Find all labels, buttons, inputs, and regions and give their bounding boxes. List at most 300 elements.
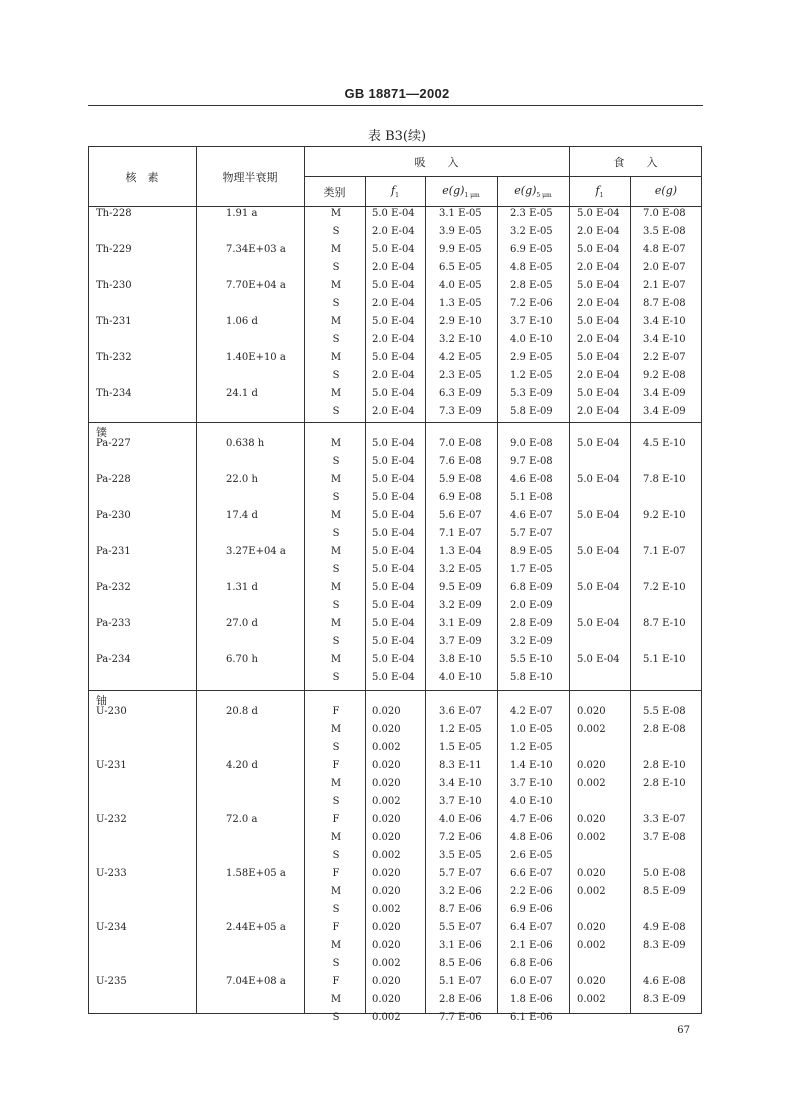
cell-inh-e-5um: 6.9 E-06	[510, 904, 553, 915]
cell-inh-f1: 5.0 E-04	[372, 672, 415, 683]
cell-inh-e-5um: 3.2 E-09	[510, 636, 553, 647]
cell-inh-e-5um: 2.0 E-09	[510, 600, 553, 611]
nuclide-name: Th-229	[96, 244, 132, 255]
cell-inh-e-1um: 5.5 E-07	[439, 922, 482, 933]
half-life: 72.0 a	[226, 814, 258, 825]
col-header-inhalation: 吸 入	[414, 156, 459, 169]
cell-ing-f1: 5.0 E-04	[577, 546, 620, 557]
cell-type: M	[330, 654, 342, 665]
cell-type: F	[332, 760, 340, 771]
cell-inh-f1: 0.002	[372, 742, 401, 753]
cell-ing-e: 2.2 E-07	[643, 352, 686, 363]
cell-ing-f1: 0.020	[577, 706, 606, 717]
cell-inh-e-1um: 1.3 E-05	[439, 298, 482, 309]
cell-inh-e-1um: 7.0 E-08	[439, 438, 482, 449]
cell-inh-f1: 2.0 E-04	[372, 334, 415, 345]
nuclide-name: U-234	[96, 922, 127, 933]
col-divider	[497, 176, 498, 1014]
nuclide-name: Pa-231	[96, 546, 131, 557]
cell-inh-f1: 0.020	[372, 868, 401, 879]
cell-inh-f1: 2.0 E-04	[372, 370, 415, 381]
cell-inh-e-5um: 2.3 E-05	[510, 208, 553, 219]
cell-inh-e-5um: 8.9 E-05	[510, 546, 553, 557]
cell-inh-f1: 0.002	[372, 850, 401, 861]
cell-inh-e-1um: 4.0 E-06	[439, 814, 482, 825]
cell-inh-e-1um: 2.9 E-10	[439, 316, 482, 327]
cell-inh-f1: 2.0 E-04	[372, 406, 415, 417]
col-header-type: 类别	[323, 186, 346, 199]
cell-ing-e: 7.0 E-08	[643, 208, 686, 219]
cell-type: S	[332, 456, 340, 467]
cell-type: M	[330, 994, 342, 1005]
cell-inh-e-5um: 9.0 E-08	[510, 438, 553, 449]
cell-ing-f1: 5.0 E-04	[577, 654, 620, 665]
cell-inh-e-5um: 4.6 E-07	[510, 510, 553, 521]
nuclide-name: U-232	[96, 814, 127, 825]
half-life: 22.0 h	[226, 474, 258, 485]
col-divider	[304, 146, 305, 1014]
cell-inh-e-5um: 4.8 E-06	[510, 832, 553, 843]
cell-inh-e-1um: 2.8 E-06	[439, 994, 482, 1005]
cell-type: F	[332, 976, 340, 987]
cell-inh-e-5um: 4.6 E-08	[510, 474, 553, 485]
cell-inh-e-5um: 6.4 E-07	[510, 922, 553, 933]
cell-inh-e-1um: 2.3 E-05	[439, 370, 482, 381]
cell-ing-e: 3.4 E-09	[643, 388, 686, 399]
cell-inh-e-1um: 5.1 E-07	[439, 976, 482, 987]
col-header-ingestion-e: e(g)	[654, 184, 678, 197]
cell-inh-f1: 5.0 E-04	[372, 280, 415, 291]
cell-type: M	[330, 778, 342, 789]
cell-inh-e-5um: 9.7 E-08	[510, 456, 553, 467]
cell-inh-e-1um: 1.5 E-05	[439, 742, 482, 753]
nuclide-name: Pa-233	[96, 618, 131, 629]
cell-inh-e-5um: 5.3 E-09	[510, 388, 553, 399]
half-life: 7.70E+04 a	[226, 280, 286, 291]
cell-inh-f1: 0.002	[372, 958, 401, 969]
cell-inh-e-1um: 6.3 E-09	[439, 388, 482, 399]
header-bottom-rule	[88, 206, 702, 207]
cell-inh-e-1um: 3.5 E-05	[439, 850, 482, 861]
cell-inh-e-1um: 9.5 E-09	[439, 582, 482, 593]
cell-inh-e-1um: 6.5 E-05	[439, 262, 482, 273]
cell-ing-f1: 5.0 E-04	[577, 510, 620, 521]
cell-ing-f1: 2.0 E-04	[577, 226, 620, 237]
cell-ing-f1: 2.0 E-04	[577, 334, 620, 345]
cell-inh-f1: 2.0 E-04	[372, 298, 415, 309]
nuclide-name: Pa-228	[96, 474, 131, 485]
col-header-e-5um: $e(g)_{5 \mu m}$	[514, 184, 552, 200]
cell-ing-e: 4.8 E-07	[643, 244, 686, 255]
cell-type: S	[332, 528, 340, 539]
cell-inh-f1: 0.020	[372, 724, 401, 735]
cell-ing-e: 8.3 E-09	[643, 940, 686, 951]
nuclide-name: Th-230	[96, 280, 132, 291]
cell-ing-f1: 0.020	[577, 760, 606, 771]
cell-inh-e-5um: 6.9 E-05	[510, 244, 553, 255]
cell-inh-e-1um: 3.8 E-10	[439, 654, 482, 665]
cell-inh-e-1um: 5.9 E-08	[439, 474, 482, 485]
cell-inh-e-5um: 2.2 E-06	[510, 886, 553, 897]
nuclide-name: U-231	[96, 760, 127, 771]
cell-type: S	[332, 226, 340, 237]
cell-type: S	[332, 672, 340, 683]
cell-inh-e-1um: 4.2 E-05	[439, 352, 482, 363]
cell-ing-e: 2.8 E-10	[643, 778, 686, 789]
cell-inh-e-5um: 5.1 E-08	[510, 492, 553, 503]
cell-inh-e-1um: 3.1 E-06	[439, 940, 482, 951]
cell-inh-f1: 0.002	[372, 796, 401, 807]
nuclide-name: Th-228	[96, 208, 132, 219]
half-life: 1.58E+05 a	[226, 868, 286, 879]
cell-inh-f1: 2.0 E-04	[372, 226, 415, 237]
cell-inh-f1: 0.020	[372, 832, 401, 843]
half-life: 7.04E+08 a	[226, 976, 286, 987]
half-life: 6.70 h	[226, 654, 258, 665]
cell-ing-f1: 5.0 E-04	[577, 438, 620, 449]
cell-type: M	[330, 438, 342, 449]
cell-ing-f1: 0.002	[577, 724, 606, 735]
cell-ing-f1: 2.0 E-04	[577, 262, 620, 273]
cell-inh-e-1um: 4.0 E-05	[439, 280, 482, 291]
cell-inh-e-5um: 6.6 E-07	[510, 868, 553, 879]
cell-type: M	[330, 618, 342, 629]
cell-ing-f1: 0.020	[577, 868, 606, 879]
cell-ing-f1: 5.0 E-04	[577, 352, 620, 363]
cell-inh-e-1um: 5.6 E-07	[439, 510, 482, 521]
cell-type: S	[332, 370, 340, 381]
cell-inh-e-5um: 6.1 E-06	[510, 1012, 553, 1023]
cell-inh-e-1um: 3.2 E-09	[439, 600, 482, 611]
cell-ing-f1: 0.002	[577, 994, 606, 1005]
col-header-nuclide: 核 素	[125, 171, 159, 184]
cell-inh-e-1um: 5.7 E-07	[439, 868, 482, 879]
cell-inh-f1: 5.0 E-04	[372, 582, 415, 593]
group-rule	[88, 422, 702, 423]
cell-inh-e-5um: 3.2 E-05	[510, 226, 553, 237]
half-life: 20.8 d	[226, 706, 258, 717]
cell-ing-e: 4.6 E-08	[643, 976, 686, 987]
cell-ing-e: 3.4 E-10	[643, 316, 686, 327]
cell-inh-f1: 5.0 E-04	[372, 564, 415, 575]
cell-inh-e-1um: 3.6 E-07	[439, 706, 482, 717]
cell-ing-f1: 0.002	[577, 940, 606, 951]
cell-type: S	[332, 904, 340, 915]
col-divider	[425, 176, 426, 1014]
cell-type: M	[330, 546, 342, 557]
cell-type: S	[332, 1012, 340, 1023]
cell-inh-e-5um: 5.5 E-10	[510, 654, 553, 665]
cell-ing-f1: 0.002	[577, 886, 606, 897]
cell-inh-f1: 0.020	[372, 814, 401, 825]
cell-inh-f1: 5.0 E-04	[372, 636, 415, 647]
cell-inh-e-5um: 2.9 E-05	[510, 352, 553, 363]
cell-type: S	[332, 636, 340, 647]
cell-ing-f1: 0.020	[577, 814, 606, 825]
cell-ing-e: 2.8 E-10	[643, 760, 686, 771]
cell-ing-e: 9.2 E-08	[643, 370, 686, 381]
cell-ing-e: 3.4 E-10	[643, 334, 686, 345]
nuclide-name: U-233	[96, 868, 127, 879]
cell-type: S	[332, 958, 340, 969]
cell-ing-f1: 5.0 E-04	[577, 316, 620, 327]
header-subrule	[304, 176, 702, 177]
cell-type: M	[330, 388, 342, 399]
half-life: 1.31 d	[226, 582, 258, 593]
cell-ing-e: 2.1 E-07	[643, 280, 686, 291]
cell-type: F	[332, 922, 340, 933]
cell-ing-f1: 5.0 E-04	[577, 618, 620, 629]
col-divider	[365, 176, 366, 1014]
standard-code: GB 18871—2002	[344, 86, 450, 101]
cell-inh-e-1um: 7.3 E-09	[439, 406, 482, 417]
cell-inh-f1: 0.020	[372, 706, 401, 717]
cell-inh-e-5um: 4.8 E-05	[510, 262, 553, 273]
cell-type: M	[330, 208, 342, 219]
cell-type: M	[330, 886, 342, 897]
cell-inh-e-1um: 3.7 E-09	[439, 636, 482, 647]
cell-inh-f1: 5.0 E-04	[372, 618, 415, 629]
cell-ing-f1: 5.0 E-04	[577, 582, 620, 593]
cell-type: S	[332, 298, 340, 309]
nuclide-name: Pa-234	[96, 654, 131, 665]
cell-inh-f1: 5.0 E-04	[372, 510, 415, 521]
cell-inh-e-1um: 7.7 E-06	[439, 1012, 482, 1023]
half-life: 0.638 h	[226, 438, 265, 449]
cell-type: M	[330, 724, 342, 735]
cell-inh-e-5um: 2.1 E-06	[510, 940, 553, 951]
nuclide-name: Th-234	[96, 388, 132, 399]
cell-inh-f1: 0.020	[372, 976, 401, 987]
cell-ing-e: 3.7 E-08	[643, 832, 686, 843]
cell-inh-e-5um: 5.8 E-09	[510, 406, 553, 417]
cell-ing-e: 4.5 E-10	[643, 438, 686, 449]
nuclide-name: Th-231	[96, 316, 132, 327]
half-life: 2.44E+05 a	[226, 922, 286, 933]
cell-inh-f1: 0.002	[372, 904, 401, 915]
cell-inh-f1: 5.0 E-04	[372, 474, 415, 485]
cell-inh-f1: 0.020	[372, 994, 401, 1005]
col-divider	[196, 146, 197, 1014]
cell-ing-e: 5.1 E-10	[643, 654, 686, 665]
cell-inh-e-1um: 8.5 E-06	[439, 958, 482, 969]
cell-ing-e: 5.5 E-08	[643, 706, 686, 717]
cell-inh-e-1um: 3.7 E-10	[439, 796, 482, 807]
cell-ing-e: 8.7 E-08	[643, 298, 686, 309]
cell-type: S	[332, 262, 340, 273]
cell-inh-e-1um: 3.1 E-05	[439, 208, 482, 219]
cell-inh-e-5um: 1.4 E-10	[510, 760, 553, 771]
cell-inh-f1: 0.020	[372, 922, 401, 933]
nuclide-name: Pa-227	[96, 438, 131, 449]
nuclide-name: U-230	[96, 706, 127, 717]
cell-ing-e: 8.3 E-09	[643, 994, 686, 1005]
cell-type: S	[332, 742, 340, 753]
cell-type: M	[330, 280, 342, 291]
cell-inh-e-5um: 1.7 E-05	[510, 564, 553, 575]
cell-inh-f1: 5.0 E-04	[372, 316, 415, 327]
cell-inh-e-1um: 3.9 E-05	[439, 226, 482, 237]
col-header-e-1um: $e(g)_{1 \mu m}$	[442, 184, 480, 200]
cell-inh-f1: 5.0 E-04	[372, 438, 415, 449]
cell-ing-f1: 5.0 E-04	[577, 244, 620, 255]
cell-inh-f1: 2.0 E-04	[372, 262, 415, 273]
cell-inh-e-1um: 9.9 E-05	[439, 244, 482, 255]
cell-inh-e-5um: 5.8 E-10	[510, 672, 553, 683]
cell-ing-f1: 0.020	[577, 976, 606, 987]
cell-inh-f1: 5.0 E-04	[372, 528, 415, 539]
cell-ing-f1: 2.0 E-04	[577, 370, 620, 381]
half-life: 3.27E+04 a	[226, 546, 286, 557]
cell-inh-f1: 5.0 E-04	[372, 546, 415, 557]
half-life: 7.34E+03 a	[226, 244, 286, 255]
cell-inh-f1: 5.0 E-04	[372, 244, 415, 255]
cell-inh-e-5um: 6.8 E-09	[510, 582, 553, 593]
cell-inh-e-5um: 4.2 E-07	[510, 706, 553, 717]
cell-ing-e: 9.2 E-10	[643, 510, 686, 521]
cell-inh-f1: 0.020	[372, 760, 401, 771]
cell-inh-f1: 0.002	[372, 1012, 401, 1023]
nuclide-name: Pa-232	[96, 582, 131, 593]
cell-inh-e-1um: 4.0 E-10	[439, 672, 482, 683]
cell-ing-e: 2.8 E-08	[643, 724, 686, 735]
cell-inh-e-1um: 3.2 E-10	[439, 334, 482, 345]
element-group-label: 镤	[96, 426, 107, 439]
cell-ing-e: 7.1 E-07	[643, 546, 686, 557]
cell-type: M	[330, 474, 342, 485]
col-header-f1: $f_1$	[391, 184, 399, 200]
cell-inh-f1: 0.020	[372, 778, 401, 789]
group-rule	[88, 690, 702, 691]
col-header-ingestion-f1: $f_1$	[595, 184, 604, 200]
cell-inh-e-5um: 4.0 E-10	[510, 796, 553, 807]
cell-type: F	[332, 706, 340, 717]
cell-ing-e: 5.0 E-08	[643, 868, 686, 879]
nuclide-name: Th-232	[96, 352, 132, 363]
cell-inh-e-5um: 6.0 E-07	[510, 976, 553, 987]
nuclide-name: U-235	[96, 976, 127, 987]
half-life: 17.4 d	[226, 510, 258, 521]
cell-inh-e-5um: 3.7 E-10	[510, 778, 553, 789]
cell-inh-e-1um: 7.1 E-07	[439, 528, 482, 539]
cell-inh-e-5um: 1.2 E-05	[510, 370, 553, 381]
cell-ing-f1: 5.0 E-04	[577, 280, 620, 291]
cell-inh-f1: 5.0 E-04	[372, 388, 415, 399]
cell-inh-e-5um: 1.0 E-05	[510, 724, 553, 735]
cell-inh-f1: 0.020	[372, 886, 401, 897]
cell-inh-e-5um: 6.8 E-06	[510, 958, 553, 969]
cell-inh-e-1um: 7.2 E-06	[439, 832, 482, 843]
cell-inh-e-1um: 1.2 E-05	[439, 724, 482, 735]
element-group-label: 铀	[96, 694, 107, 707]
cell-inh-e-5um: 2.8 E-09	[510, 618, 553, 629]
cell-type: S	[332, 334, 340, 345]
cell-inh-f1: 5.0 E-04	[372, 492, 415, 503]
cell-ing-f1: 0.020	[577, 922, 606, 933]
cell-ing-f1: 5.0 E-04	[577, 474, 620, 485]
table-title: 表 B3(续)	[367, 129, 427, 144]
cell-type: M	[330, 244, 342, 255]
cell-inh-f1: 5.0 E-04	[372, 600, 415, 611]
cell-inh-e-1um: 7.6 E-08	[439, 456, 482, 467]
cell-type: M	[330, 832, 342, 843]
cell-ing-e: 7.8 E-10	[643, 474, 686, 485]
cell-type: M	[330, 316, 342, 327]
cell-inh-e-5um: 4.0 E-10	[510, 334, 553, 345]
cell-inh-f1: 5.0 E-04	[372, 208, 415, 219]
cell-type: M	[330, 582, 342, 593]
cell-inh-e-1um: 3.1 E-09	[439, 618, 482, 629]
cell-type: S	[332, 600, 340, 611]
cell-type: M	[330, 352, 342, 363]
col-divider	[569, 146, 570, 1014]
cell-type: S	[332, 406, 340, 417]
cell-ing-f1: 5.0 E-04	[577, 388, 620, 399]
cell-inh-e-5um: 3.7 E-10	[510, 316, 553, 327]
cell-type: S	[332, 564, 340, 575]
cell-type: M	[330, 510, 342, 521]
cell-type: F	[332, 868, 340, 879]
nuclide-name: Pa-230	[96, 510, 131, 521]
cell-inh-e-1um: 8.3 E-11	[439, 760, 482, 771]
cell-inh-f1: 5.0 E-04	[372, 352, 415, 363]
cell-inh-e-5um: 7.2 E-06	[510, 298, 553, 309]
cell-inh-e-5um: 2.6 E-05	[510, 850, 553, 861]
cell-inh-e-1um: 3.2 E-05	[439, 564, 482, 575]
col-header-ingestion: 食 入	[613, 156, 658, 169]
cell-inh-e-5um: 1.8 E-06	[510, 994, 553, 1005]
cell-inh-f1: 5.0 E-04	[372, 456, 415, 467]
cell-ing-e: 4.9 E-08	[643, 922, 686, 933]
cell-type: S	[332, 492, 340, 503]
table-frame	[88, 146, 702, 1014]
cell-inh-f1: 0.020	[372, 940, 401, 951]
cell-ing-e: 8.7 E-10	[643, 618, 686, 629]
cell-type: S	[332, 796, 340, 807]
half-life: 27.0 d	[226, 618, 258, 629]
col-header-half-life: 物理半衰期	[222, 171, 278, 184]
cell-inh-e-1um: 6.9 E-08	[439, 492, 482, 503]
page-number: 67	[677, 1025, 690, 1036]
cell-type: F	[332, 814, 340, 825]
header-rule	[88, 105, 703, 106]
cell-inh-e-1um: 8.7 E-06	[439, 904, 482, 915]
half-life: 1.40E+10 a	[226, 352, 286, 363]
half-life: 1.06 d	[226, 316, 258, 327]
cell-ing-f1: 0.002	[577, 778, 606, 789]
half-life: 4.20 d	[226, 760, 258, 771]
cell-ing-e: 3.3 E-07	[643, 814, 686, 825]
cell-inh-e-1um: 3.2 E-06	[439, 886, 482, 897]
cell-inh-e-1um: 3.4 E-10	[439, 778, 482, 789]
cell-inh-e-5um: 1.2 E-05	[510, 742, 553, 753]
cell-ing-e: 7.2 E-10	[643, 582, 686, 593]
cell-inh-f1: 5.0 E-04	[372, 654, 415, 665]
cell-ing-e: 8.5 E-09	[643, 886, 686, 897]
cell-inh-e-5um: 2.8 E-05	[510, 280, 553, 291]
cell-type: S	[332, 850, 340, 861]
cell-inh-e-5um: 5.7 E-07	[510, 528, 553, 539]
cell-inh-e-1um: 1.3 E-04	[439, 546, 482, 557]
cell-ing-f1: 2.0 E-04	[577, 298, 620, 309]
cell-ing-e: 2.0 E-07	[643, 262, 686, 273]
cell-type: M	[330, 940, 342, 951]
half-life: 24.1 d	[226, 388, 258, 399]
cell-ing-f1: 2.0 E-04	[577, 406, 620, 417]
half-life: 1.91 a	[226, 208, 258, 219]
cell-ing-e: 3.4 E-09	[643, 406, 686, 417]
cell-ing-e: 3.5 E-08	[643, 226, 686, 237]
